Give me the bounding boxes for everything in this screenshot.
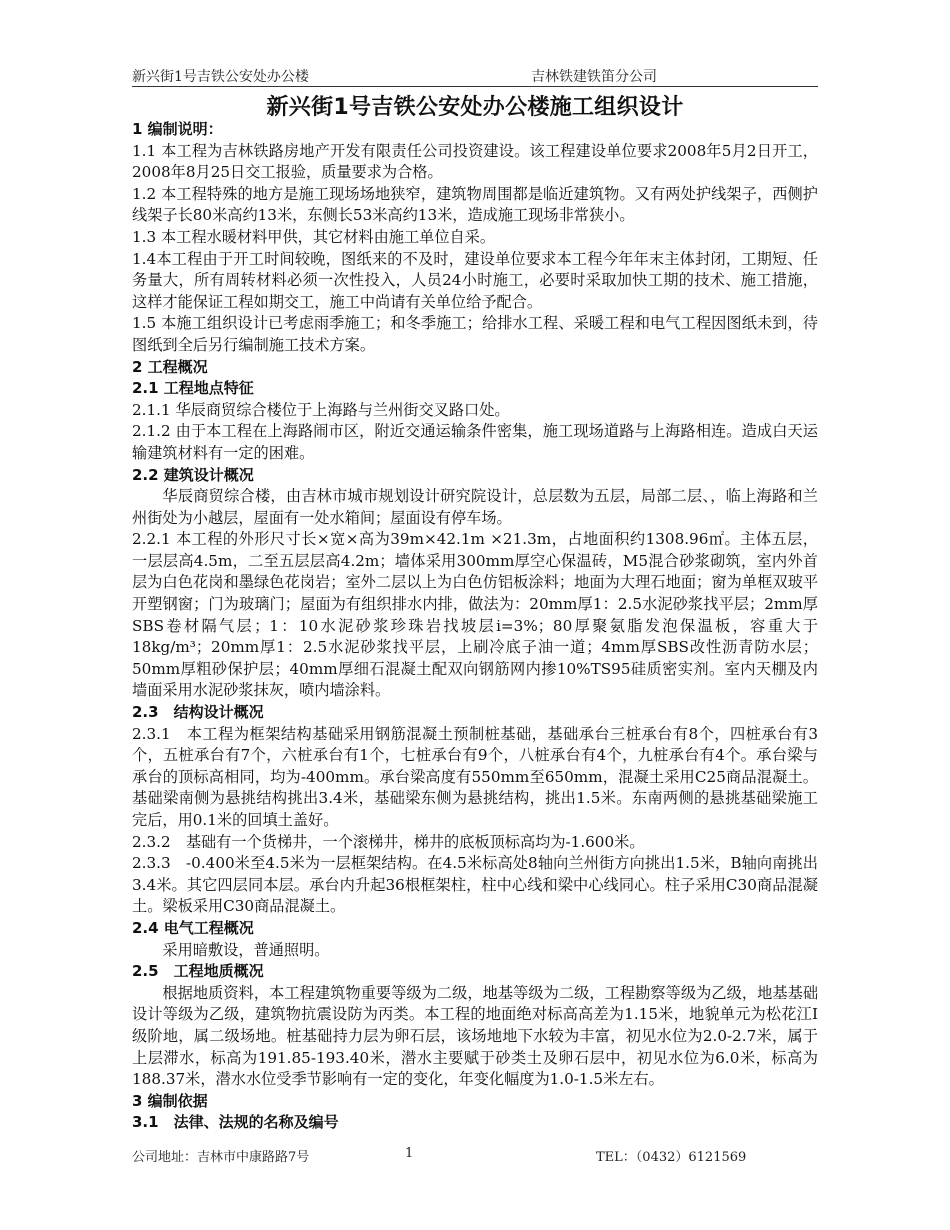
body-paragraph: 1.4本工程由于开工时间较晚，图纸来的不及时，建设单位要求本工程今年年末主体封闭，工期短、任务量大，所有周转材料必须一次性投入，人员24小时施工，必要时采取加快工期的技术、施工措施，这样才能保证工程如期交工，施工中尚请有关单位给予配合。: [132, 249, 818, 311]
section-heading: 2.4 电气工程概况: [132, 918, 254, 937]
body-paragraph: 2.3.2 基础有一个货梯井，一个滚梯井，梯井的底板顶标高均为-1.600米。: [132, 832, 645, 851]
body-paragraph: 2.2.1 本工程的外形尺寸长×宽×高为39m×42.1m ×21.3m，占地面积约1308.96㎡。主体五层，一层层高4.5m，二至五层层高4.2m；墙体采用300mm厚空心保温砖，M5混合砂浆砌筑，室内外首层为白色花岗和墨绿色花岗岩；室外二层以上为白色仿铝板涂料；地面为大理石地面；窗为单框双玻平开塑钢窗；门为玻璃门；屋面为有组织排水内排，做法为：20mm厚1：2.5水泥砂浆找平层；2mm厚SBS卷材隔气层；1：10水泥砂浆珍珠岩找坡层i=3%；80厚聚氨脂发泡保温板，容重大于18kg/m³；20mm厚1：2.5水泥砂浆找平层，上刷冷底子油一道；4mm厚SBS改性沥青防水层；50mm厚粗砂保护层；40mm厚细石混凝土配双向钢筋网内掺10%TS95硅质密实剂。室内天棚及内墙面采用水泥砂浆抹灰，喷内墙涂料。: [132, 530, 818, 700]
body-paragraph: 2.1.1 华辰商贸综合楼位于上海路与兰州街交叉路口处。: [132, 400, 510, 419]
body-paragraph: 2.3.1 本工程为框架结构基础采用钢筋混凝土预制桩基础，基础承台三桩承台有8个，四桩承台有3个，五桩承台有7个，六桩承台有1个，七桩承台有9个，八桩承台有4个，九桩承台有4个。承台梁与承台的顶标高相同，均为-400mm。承台梁高度有550mm至650mm，混凝土采用C25商品混凝土。基础梁南侧为悬挑结构挑出3.4米，基础梁东侧为悬挑结构，挑出1.5米。东南两侧的悬挑基础梁施工完后，用0.1米的回填土盖好。: [132, 724, 818, 829]
body-paragraph: 1.2 本工程特殊的地方是施工现场场地狭窄，建筑物周围都是临近建筑物。又有两处护线架子，西侧护线架子长80米高约13米，东侧长53米高约13米，造成施工现场非常狭小。: [132, 184, 818, 225]
body-paragraph: 2.1.2 由于本工程在上海路闹市区，附近交通运输条件密集，施工现场道路与上海路相连。造成白天运输建筑材料有一定的困难。: [132, 422, 818, 462]
section-heading: 2.5 工程地质概况: [132, 962, 264, 981]
body-paragraph: 根据地质资料，本工程建筑物重要等级为二级，地基等级为二级，工程勘察等级为乙级，地基基础设计等级为乙级，建筑物抗震设防为丙类。本工程的地面绝对标高高差为1.15米，地貌单元为松花江Ⅰ级阶地，属二级场地。桩基础持力层为卵石层，该场地地下水较为丰富，初见水位为2.0-2.7米，属于上层滞水，标高为191.85-193.40米，潜水主要赋于砂类土及卵石层中，初见水位为6.0米，标高为188.37米，潜水水位受季节影响有一定的变化，年变化幅度为1.0-1.5米左右。: [132, 983, 818, 1089]
header-company-name: 吉林铁建铁笛分公司: [531, 69, 657, 85]
page-number: 1: [405, 1146, 414, 1161]
section-heading: 2 工程概况: [132, 357, 208, 376]
footer-address: 公司地址：吉林市中康路路7号: [132, 1150, 310, 1165]
body-paragraph: 1.3 本工程水暖材料甲供，其它材料由施工单位自采。: [132, 227, 496, 246]
document-title: 新兴街1号吉铁公安处办公楼施工组织设计: [266, 95, 684, 120]
body-paragraph: 采用暗敷设，普通照明。: [162, 940, 330, 959]
section-heading: 2.2 建筑设计概况: [132, 465, 254, 484]
header-project-name: 新兴街1号吉铁公安处办公楼: [132, 69, 309, 85]
section-heading: 3 编制依据: [132, 1091, 208, 1110]
section-heading: 3.1 法律、法规的名称及编号: [132, 1113, 339, 1132]
section-heading: 1 编制说明：: [132, 120, 223, 138]
footer-telephone: TEL：（0432）6121569: [596, 1150, 747, 1165]
body-paragraph: 2.3.3 -0.400米至4.5米为一层框架结构。在4.5米标高处8轴向兰州街方向挑出1.5米，B轴向南挑出3.4米。其它四层同本层。承台内升起36根框架柱，柱中心线和梁中心线同心。柱子采用C30商品混凝土。梁板采用C30商品混凝土。: [132, 854, 818, 916]
document-body: [132, 119, 818, 1134]
section-heading: 2.3 结构设计概况: [132, 703, 264, 722]
body-paragraph: 1.1 本工程为吉林铁路房地产开发有限责任公司投资建设。该工程建设单位要求2008年5月2日开工，2008年8月25日交工报验，质量要求为合格。: [132, 141, 818, 182]
body-paragraph: 1.5 本施工组织设计已考虑雨季施工；和冬季施工；给排水工程、采暖工程和电气工程因图纸未到，待图纸到全后另行编制施工技术方案。: [132, 314, 818, 354]
running-header: [132, 66, 818, 87]
body-paragraph: 华辰商贸综合楼，由吉林市城市规划设计研究院设计，总层数为五层，局部二层、，临上海路和兰州街处为小越层，屋面有一处水箱间；屋面设有停车场。: [132, 487, 818, 527]
section-heading: 2.1 工程地点特征: [132, 379, 254, 398]
